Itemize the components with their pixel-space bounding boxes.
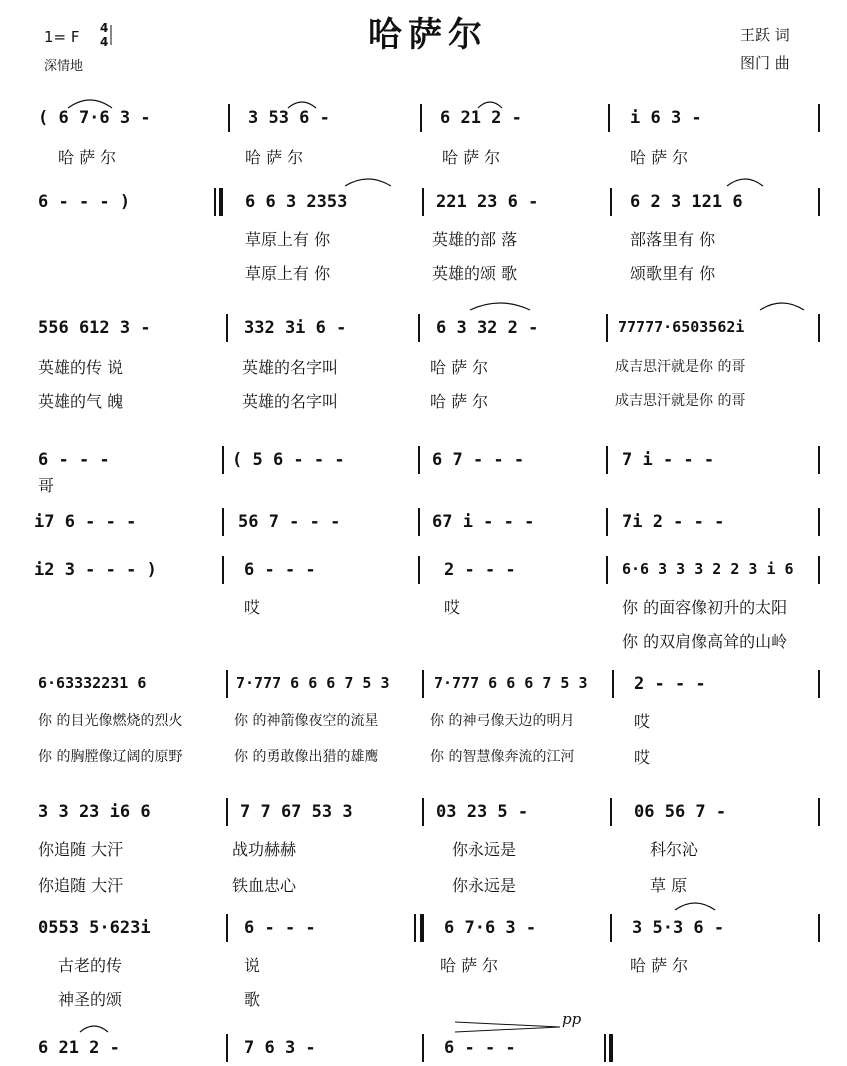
composer-credit: 图门 曲 bbox=[740, 54, 790, 72]
lyric-line: 哎 bbox=[634, 712, 651, 731]
lyric-line: 哈 萨 尔 bbox=[442, 148, 501, 167]
measure-notes: 7 i - - - bbox=[622, 450, 715, 470]
lyric-line: 英雄的名字叫 bbox=[242, 392, 339, 411]
lyric-line: 铁血忠心 bbox=[232, 876, 297, 895]
lyric-line: 你 的胸膛像辽阔的原野 bbox=[38, 749, 183, 765]
measure-notes: 6 6 3 2353 bbox=[245, 192, 348, 212]
measure-notes: i 6 3 - bbox=[630, 108, 702, 128]
lyric-line: 英雄的气 魄 bbox=[38, 392, 124, 411]
lyric-line: 哈 萨 尔 bbox=[630, 148, 689, 167]
measure-notes: 77777·6503562i bbox=[618, 318, 745, 336]
lyric-line: 英雄的部 落 bbox=[432, 230, 518, 249]
measure-notes: 6 - - - bbox=[244, 918, 316, 938]
measure-notes: i2 3 - - - ) bbox=[34, 560, 157, 580]
lyric-line: 英雄的颂 歌 bbox=[432, 264, 518, 283]
measure-notes: ( 5 6 - - - bbox=[232, 450, 345, 470]
lyric-line: 哈 萨 尔 bbox=[630, 956, 689, 975]
measure-notes: 3 3 23 i6 6 bbox=[38, 802, 151, 822]
song-title: 哈萨尔 bbox=[368, 15, 488, 55]
lyric-line: 你永远是 bbox=[452, 876, 517, 895]
lyric-line: 你 的勇敢像出猎的雄鹰 bbox=[234, 749, 379, 765]
lyric-line: 哈 萨 尔 bbox=[430, 392, 489, 411]
lyric-line: 你 的面容像初升的太阳 bbox=[622, 598, 788, 617]
lyric-line: 哈 萨 尔 bbox=[430, 358, 489, 377]
lyric-line: 你永远是 bbox=[452, 840, 517, 859]
lyric-line: 成吉思汗就是你 的哥 bbox=[615, 359, 746, 375]
lyric-line: 哎 bbox=[444, 598, 461, 617]
lyric-line: 你 的目光像燃烧的烈火 bbox=[38, 713, 183, 729]
measure-notes: 2 - - - bbox=[444, 560, 516, 580]
dynamic-marking: pp bbox=[562, 1010, 582, 1028]
measure-notes: 6·6 3 3 3 2 2 3 i 6 bbox=[622, 560, 794, 578]
measure-notes: ( 6 7·6 3 - bbox=[38, 108, 151, 128]
lyric-line: 英雄的名字叫 bbox=[242, 358, 339, 377]
lyric-line: 你 的双肩像高耸的山岭 bbox=[622, 632, 788, 651]
lyric-line: 说 bbox=[244, 956, 261, 975]
measure-notes: 6 21 2 - bbox=[440, 108, 522, 128]
measure-notes: 6 21 2 - bbox=[38, 1038, 120, 1058]
measure-notes: 06 56 7 - bbox=[634, 802, 727, 822]
lyric-line: 草原上有 你 bbox=[245, 230, 331, 249]
measure-notes: 56 7 - - - bbox=[238, 512, 341, 532]
measure-notes: 6 2 3 121 6 bbox=[630, 192, 743, 212]
lyric-line: 你 的神箭像夜空的流星 bbox=[234, 713, 379, 729]
lyric-line: 英雄的传 说 bbox=[38, 358, 124, 377]
lyric-line: 草 原 bbox=[650, 876, 688, 895]
lyric-line: 你追随 大汗 bbox=[38, 876, 124, 895]
measure-notes: 6 - - - ) bbox=[38, 192, 131, 212]
measure-notes: 6 7·6 3 - bbox=[444, 918, 537, 938]
measure-notes: 67 i - - - bbox=[432, 512, 535, 532]
measure-notes: 2 - - - bbox=[634, 674, 706, 694]
measure-notes: 6 3 32 2 - bbox=[436, 318, 539, 338]
lyric-line: 哈 萨 尔 bbox=[245, 148, 304, 167]
measure-notes: 556 612 3 - bbox=[38, 318, 151, 338]
measure-notes: 03 23 5 - bbox=[436, 802, 529, 822]
time-signature-bottom: 4 bbox=[100, 35, 109, 49]
measure-notes: 7·777 6 6 6 7 5 3 bbox=[236, 674, 390, 692]
measure-notes: 7 7 67 53 3 bbox=[240, 802, 353, 822]
lyric-line: 成吉思汗就是你 的哥 bbox=[615, 393, 746, 409]
lyric-line: 你 的神弓像天边的明月 bbox=[430, 713, 575, 729]
time-signature-top: 4 bbox=[100, 21, 109, 35]
lyric-line: 哎 bbox=[244, 598, 261, 617]
lyric-line: 颂歌里有 你 bbox=[630, 264, 716, 283]
lyric-line: 神圣的颂 bbox=[58, 990, 123, 1009]
measure-notes: 3 53 6 - bbox=[248, 108, 330, 128]
measure-notes: 221 23 6 - bbox=[436, 192, 539, 212]
measure-notes: 6 - - - bbox=[38, 450, 110, 470]
lyric-line: 草原上有 你 bbox=[245, 264, 331, 283]
lyric-line: 哈 萨 尔 bbox=[440, 956, 499, 975]
key-signature: 1= F bbox=[44, 28, 80, 46]
measure-notes: 332 3i 6 - bbox=[244, 318, 347, 338]
lyric-line: 你 的智慧像奔流的江河 bbox=[430, 749, 575, 765]
measure-notes: 7 6 3 - bbox=[244, 1038, 316, 1058]
lyric-line: 古老的传 bbox=[58, 956, 123, 975]
measure-notes: 6·63332231 6 bbox=[38, 674, 147, 692]
lyric-line: 战功赫赫 bbox=[232, 840, 297, 859]
expression-mark: 深情地 bbox=[44, 59, 84, 74]
lyric-line: 哎 bbox=[634, 748, 651, 767]
lyric-line: 科尔沁 bbox=[650, 840, 699, 859]
measure-notes: 7·777 6 6 6 7 5 3 bbox=[434, 674, 588, 692]
lyric-line: 歌 bbox=[244, 990, 261, 1009]
measure-notes: 7i 2 - - - bbox=[622, 512, 725, 532]
measure-notes: 3 5·3 6 - bbox=[632, 918, 725, 938]
lyric-line: 哥 bbox=[38, 476, 55, 495]
lyric-line: 部落里有 你 bbox=[630, 230, 716, 249]
measure-notes: 6 7 - - - bbox=[432, 450, 525, 470]
lyric-line: 你追随 大汗 bbox=[38, 840, 124, 859]
measure-notes: 6 - - - bbox=[444, 1038, 516, 1058]
lyricist-credit: 王跃 词 bbox=[740, 26, 790, 44]
measure-notes: 0553 5·623i bbox=[38, 918, 151, 938]
measure-notes: 6 - - - bbox=[244, 560, 316, 580]
lyric-line: 哈 萨 尔 bbox=[58, 148, 117, 167]
measure-notes: i7 6 - - - bbox=[34, 512, 137, 532]
